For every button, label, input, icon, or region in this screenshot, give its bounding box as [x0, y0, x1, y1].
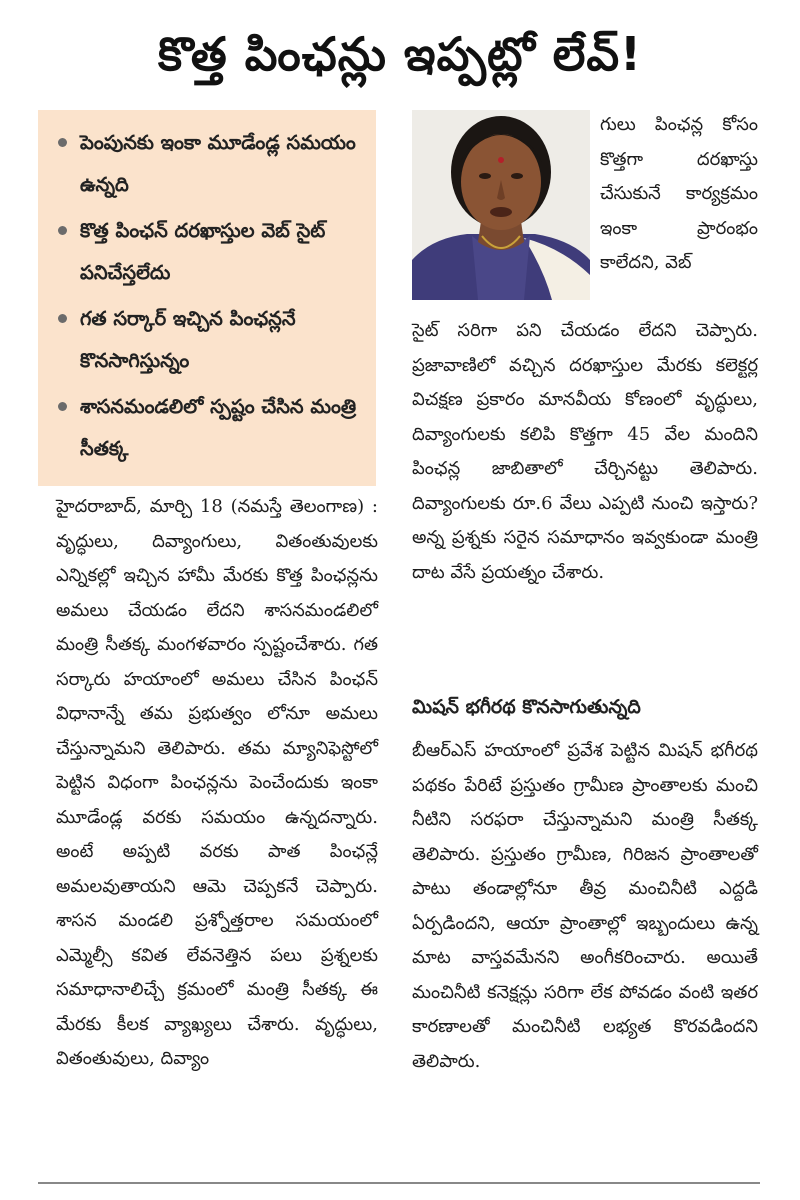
portrait-image — [412, 110, 590, 300]
bullet-icon — [58, 226, 67, 235]
highlight-text: పెంపునకు ఇంకా మూడేండ్ల సమయం ఉన్నది — [80, 131, 356, 196]
highlight-text: శాసనమండలిలో స్పష్టం చేసిన మంత్రి సీతక్క — [80, 395, 357, 460]
article-right-column-2 — [412, 734, 758, 1079]
highlight-text: కొత్త పింఛన్ దరఖాస్తుల వెబ్ సైట్ పనిచేస్తలేదు — [80, 219, 326, 284]
article-paragraph: హైదరాబాద్, మార్చి 18 (నమస్తే తెలంగాణ) : వృద్ధులు, దివ్యాంగులు, వితంతువులకు ఎన్నికల్లో ఇచ్చిన హామీ మేరకు కొత్త పింఛన్లను అమలు చేయడం లేదని శాసనమండలిలో మంత్రి సీతక్క మంగళవారం స్పష్టంచేశారు. గత సర్కారు హయాంలో అమలు చేసిన పింఛన్ విధానాన్నే తమ ప్రభుత్వం లోనూ అమలు చేస్తున్నామని తెలిపారు. తమ మ్యానిఫెస్టోలో పెట్టిన విధంగా పింఛన్లను పెంచేందుకు ఇంకా మూడేండ్ల వరకు సమయం ఉన్నదన్నారు. అంటే అప్పటి వరకు పాత పింఛన్లే అమలవుతాయని ఆమె చెప్పకనే చెప్పారు. శాసన మండలి ప్రశ్నోత్తరాల సమయంలో ఎమ్మెల్సీ కవిత లేవనెత్తిన పలు ప్రశ్నలకు సమాధానాలిచ్చే క్రమంలో మంత్రి సీతక్క ఈ మేరకు కీలక వ్యాఖ్యలు చేశారు. వృద్ధులు, వితంతువులు, దివ్యాం — [56, 496, 378, 1069]
bullet-icon — [58, 138, 67, 147]
article-left-column — [56, 490, 378, 1077]
bullet-icon — [58, 314, 67, 323]
article-right-column — [412, 314, 758, 590]
highlight-text: గత సర్కార్ ఇచ్చిన పింఛన్లనే కొనసాగిస్తున్నం — [80, 307, 296, 372]
highlights-list — [52, 122, 362, 470]
headline: కొత్త పింఛన్లు ఇప్పట్లో లేవ్! — [157, 27, 643, 81]
article-right-top-wrap — [600, 108, 758, 281]
article-paragraph: బీఆర్ఎస్ హయాంలో ప్రవేశ పెట్టిన మిషన్ భగీరథ పథకం పేరిటే ప్రస్తుతం గ్రామీణ ప్రాంతాలకు మంచి నీటిని సరఫరా చేస్తున్నామని మంత్రి సీతక్క తెలిపారు. ప్రస్తుతం గ్రామీణ, గిరిజన ప్రాంతాలతో పాటు తండాల్లోనూ తీవ్ర మంచినీటి ఎద్దడి ఏర్పడిందని, ఆయా ప్రాంతాల్లో ఇబ్బందులు ఉన్న మాట వాస్తవమేనని అంగీకరించారు. అయితే మంచినీటి కనెక్షన్లు సరిగా లేక పోవడం వంటి ఇతర కారణాలతో మంచినీటి లభ్యత కొరవడిందని తెలిపారు. — [412, 740, 758, 1072]
highlights-box — [38, 110, 376, 486]
article-paragraph: సైట్ సరిగా పని చేయడం లేదని చెప్పారు. ప్రజావాణిలో వచ్చిన దరఖాస్తుల మేరకు కలెక్టర్ల విచక్షణ ప్రకారం మానవీయ కోణంలో వృద్ధులు, దివ్యాంగులకు కలిపి కొత్తగా 45 వేల మందిని పింఛన్ల జాబితాలో చేర్చినట్టు తెలిపారు. దివ్యాంగులకు రూ.6 వేలు ఎప్పటి నుంచి ఇస్తారు? అన్న ప్రశ్నకు సరైన సమాధానం ఇవ్వకుండా మంత్రి దాట వేసే ప్రయత్నం చేశారు. — [412, 320, 758, 583]
highlight-item — [52, 298, 362, 382]
highlight-item — [52, 122, 362, 206]
minister-photo — [412, 110, 590, 300]
highlight-item — [52, 210, 362, 294]
highlight-item — [52, 386, 362, 470]
subheading: మిషన్ భగీరథ కొనసాగుతున్నది — [412, 696, 641, 718]
footer-divider — [38, 1182, 760, 1184]
bullet-icon — [58, 402, 67, 411]
article-paragraph: గులు పింఛన్ల కోసం కొత్తగా దరఖాస్తు చేసుకునే కార్యక్రమం ఇంకా ప్రారంభం కాలేదని, వెబ్ — [600, 114, 758, 273]
